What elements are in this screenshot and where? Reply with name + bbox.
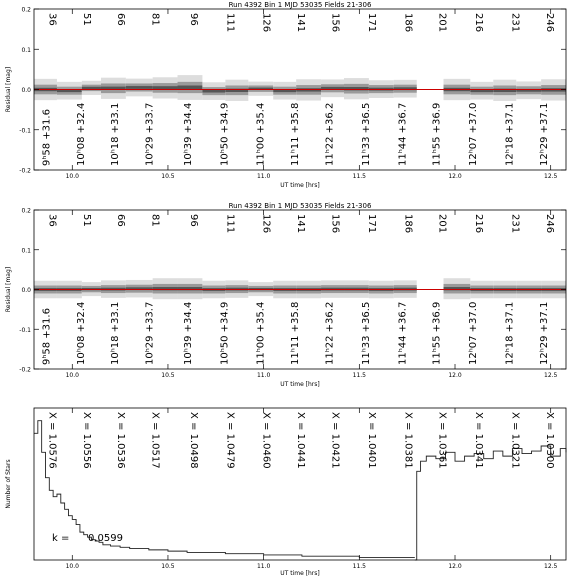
- x-tick-label: 11.0: [256, 563, 271, 570]
- residual-panel-middle: [5, 202, 566, 388]
- x-tick-label: 11.5: [352, 563, 367, 570]
- field-coordinate-label: 12ʰ18 +37.1: [504, 301, 516, 365]
- field-number-label: 66: [115, 13, 127, 26]
- field-number-label: 111: [224, 13, 236, 33]
- y-tick-label: 0.2: [21, 6, 31, 14]
- field-coordinate-label: 10ʰ29 +33.7: [144, 102, 156, 166]
- field-coordinate-label: 11ʰ00 +35.4: [255, 102, 267, 166]
- residual-band-core: [178, 86, 203, 90]
- field-coordinate-label: 12ʰ07 +37.0: [468, 301, 480, 365]
- field-number-label: 96: [187, 214, 199, 227]
- airmass-label: X = 1.0536: [115, 412, 127, 469]
- airmass-label: X = 1.0498: [187, 412, 199, 469]
- field-number-label: 231: [509, 214, 521, 234]
- field-number-label: 36: [46, 13, 58, 26]
- airmass-label: X = 1.0401: [365, 412, 377, 469]
- field-number-label: 66: [115, 214, 127, 227]
- y-axis-label: Residual [mag]: [5, 66, 12, 113]
- field-number-label: 51: [80, 13, 92, 26]
- airmass-label: X = 1.0441: [295, 412, 307, 469]
- residual-band-core: [82, 87, 101, 89]
- x-tick-label: 10.0: [65, 563, 79, 570]
- field-number-label: 246: [543, 13, 555, 33]
- x-tick-label: 10.0: [65, 173, 79, 180]
- x-tick-label: 11.5: [352, 372, 367, 379]
- field-coordinate-label: 10ʰ18 +33.1: [110, 301, 122, 365]
- x-axis-label: UT time [hrs]: [280, 570, 320, 576]
- y-axis-label: Residual [mag]: [5, 266, 12, 313]
- field-number-label: 141: [295, 214, 307, 234]
- field-coordinate-label: 11ʰ44 +36.7: [397, 301, 409, 365]
- x-tick-label: 12.0: [448, 372, 462, 379]
- airmass-label: X = 1.0479: [224, 412, 236, 469]
- x-tick-label: 10.0: [65, 372, 79, 379]
- field-number-label: 216: [473, 214, 485, 234]
- field-coordinate-label: 11ʰ22 +36.2: [324, 301, 336, 365]
- field-number-label: 171: [365, 214, 377, 234]
- field-coordinate-label: 12ʰ29 +37.1: [538, 301, 550, 365]
- y-tick-label: 0.1: [21, 46, 31, 54]
- x-axis-label: UT time [hrs]: [280, 182, 320, 189]
- field-coordinate-label: 11ʰ55 +36.9: [431, 301, 443, 365]
- airmass-label: X = 1.0381: [402, 412, 414, 469]
- extinction-k-value: 0.0599: [88, 533, 123, 544]
- x-tick-label: 12.5: [544, 563, 558, 570]
- field-number-label: 186: [402, 13, 414, 33]
- field-coordinate-label: 11ʰ55 +36.9: [431, 102, 443, 166]
- extinction-k-label: k =: [52, 533, 70, 544]
- y-tick-label: 0.2: [21, 207, 31, 215]
- field-coordinate-label: 10ʰ08 +32.4: [75, 102, 87, 166]
- field-number-label: 186: [402, 214, 414, 234]
- panel-title: Run 4392 Bin 1 MJD 53035 Fields 21-306: [228, 1, 372, 9]
- residual-band-core: [202, 90, 225, 93]
- x-axis-label: UT time [hrs]: [280, 381, 320, 388]
- field-number-label: 231: [509, 13, 521, 33]
- airmass-label: X = 1.0321: [509, 412, 521, 469]
- y-tick-label: -0.1: [19, 326, 31, 334]
- field-number-label: 126: [260, 214, 272, 234]
- panel-title: Run 4392 Bin 1 MJD 53035 Fields 21-306: [228, 202, 372, 210]
- field-coordinate-label: 10ʰ08 +32.4: [75, 301, 87, 365]
- x-tick-label: 10.5: [161, 173, 175, 180]
- field-number-label: 201: [436, 214, 448, 234]
- x-tick-label: 10.5: [161, 563, 175, 570]
- x-tick-label: 12.5: [544, 173, 558, 180]
- field-number-label: 51: [80, 214, 92, 227]
- field-coordinate-label: 11ʰ11 +35.8: [290, 301, 302, 365]
- x-tick-label: 12.0: [448, 173, 462, 180]
- field-number-label: 141: [295, 13, 307, 33]
- field-coordinate-label: 12ʰ07 +37.0: [468, 102, 480, 166]
- x-tick-label: 11.0: [256, 372, 271, 379]
- airmass-label: X = 1.0300: [543, 412, 555, 469]
- field-coordinate-label: 10ʰ29 +33.7: [144, 301, 156, 365]
- x-tick-label: 12.5: [544, 372, 558, 379]
- x-tick-label: 11.0: [256, 173, 271, 180]
- field-coordinate-label: 12ʰ18 +37.1: [504, 102, 516, 166]
- field-number-label: 201: [436, 13, 448, 33]
- airmass-label: X = 1.0556: [80, 412, 92, 469]
- field-number-label: 81: [149, 214, 161, 227]
- residual-band-core: [126, 86, 153, 89]
- field-coordinate-label: 10ʰ50 +34.9: [219, 301, 231, 365]
- field-coordinate-label: 11ʰ22 +36.2: [324, 102, 336, 166]
- field-number-label: 111: [224, 214, 236, 234]
- y-tick-label: -0.2: [19, 167, 31, 175]
- airmass-label: X = 1.0341: [473, 412, 485, 469]
- y-tick-label: 0.1: [21, 247, 31, 255]
- field-number-label: 81: [149, 13, 161, 26]
- airmass-label: X = 1.0460: [260, 412, 272, 469]
- y-axis-label: Number of Stars: [5, 459, 12, 509]
- field-number-label: 96: [187, 13, 199, 26]
- x-tick-label: 12.0: [448, 563, 462, 570]
- field-coordinate-label: 11ʰ00 +35.4: [255, 301, 267, 365]
- y-tick-label: 0.0: [21, 287, 31, 294]
- field-number-label: 156: [329, 214, 341, 234]
- field-number-label: 246: [543, 214, 555, 234]
- residual-panel-top: [5, 1, 566, 189]
- field-coordinate-label: 11ʰ11 +35.8: [290, 102, 302, 166]
- field-coordinate-label: 9ʰ58 +31.6: [41, 308, 53, 365]
- x-tick-label: 10.5: [161, 372, 175, 379]
- field-coordinate-label: 11ʰ44 +36.7: [397, 102, 409, 166]
- y-tick-label: 0.0: [21, 87, 31, 94]
- airmass-label: X = 1.0517: [149, 412, 161, 469]
- airmass-label: X = 1.0576: [46, 412, 58, 469]
- star-count-panel: [5, 408, 566, 576]
- field-coordinate-label: 12ʰ29 +37.1: [538, 102, 550, 166]
- field-number-label: 216: [473, 13, 485, 33]
- field-number-label: 126: [260, 13, 272, 33]
- y-tick-label: -0.2: [19, 366, 31, 374]
- airmass-label: X = 1.0361: [436, 412, 448, 469]
- field-number-label: 36: [46, 214, 58, 227]
- x-tick-label: 11.5: [352, 173, 367, 180]
- field-coordinate-label: 10ʰ39 +34.4: [182, 102, 194, 166]
- field-coordinate-label: 9ʰ58 +31.6: [41, 109, 53, 166]
- field-number-label: 156: [329, 13, 341, 33]
- field-coordinate-label: 11ʰ33 +36.5: [360, 102, 372, 166]
- field-coordinate-label: 11ʰ33 +36.5: [360, 301, 372, 365]
- field-coordinate-label: 10ʰ18 +33.1: [110, 102, 122, 166]
- airmass-label: X = 1.0421: [329, 412, 341, 469]
- y-tick-label: -0.1: [19, 127, 31, 135]
- field-coordinate-label: 10ʰ39 +34.4: [182, 301, 194, 365]
- field-coordinate-label: 10ʰ50 +34.9: [219, 102, 231, 166]
- field-number-label: 171: [365, 13, 377, 33]
